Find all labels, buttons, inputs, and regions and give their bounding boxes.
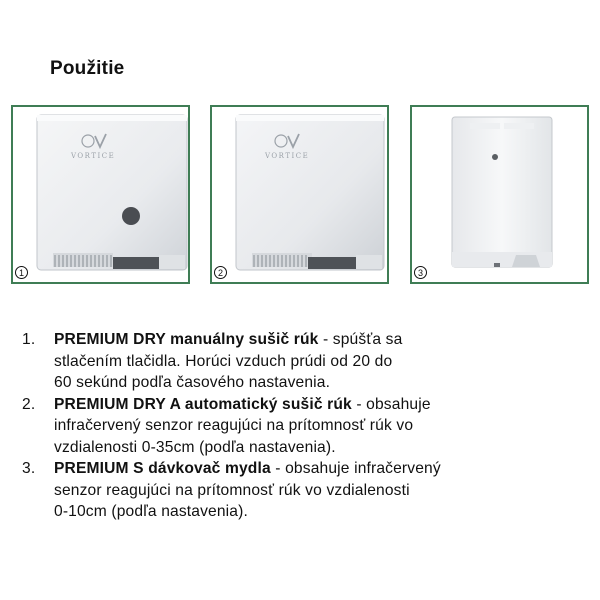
product-name: PREMIUM DRY A automatický sušič rúk xyxy=(54,395,352,413)
list-item-1 xyxy=(22,329,582,394)
product-desc-line-2: infračervený senzor reagujúci na prítomnosť rúk vo xyxy=(54,417,414,434)
brand-name: VORTICE xyxy=(265,152,310,160)
push-button-icon xyxy=(122,207,140,225)
product-list xyxy=(22,329,582,523)
product-image-frame-2 xyxy=(210,105,389,284)
product-desc-line-1: - spúšťa sa xyxy=(318,331,403,348)
air-vent-grille xyxy=(55,255,111,267)
list-number: 1. xyxy=(22,331,36,348)
list-item-3 xyxy=(22,458,582,523)
product-name: PREMIUM DRY manuálny sušič rúk xyxy=(54,331,319,348)
image-number-badge-3: 3 xyxy=(414,266,427,279)
air-outlet xyxy=(308,257,356,269)
soap-dispenser-image xyxy=(412,107,587,282)
list-item-2 xyxy=(22,394,582,459)
air-outlet xyxy=(113,257,159,269)
soap-nozzle xyxy=(494,263,500,267)
product-desc-line-3: vzdialenosti 0-35cm (podľa nastavenia). xyxy=(54,438,336,456)
product-desc-line-1: - obsahuje infračervený xyxy=(270,460,441,477)
image-number-badge-2: 2 xyxy=(214,266,227,279)
product-desc-line-1: - obsahuje xyxy=(351,395,431,413)
product-image-frame-1 xyxy=(11,105,190,284)
list-number: 3. xyxy=(22,460,36,477)
product-desc-line-2: senzor reagujúci na prítomnosť rúk vo vzdialenosti xyxy=(54,481,410,499)
hand-dryer-automatic-image xyxy=(212,107,387,282)
brand-name: VORTICE xyxy=(71,152,116,160)
product-image-frame-3 xyxy=(410,105,589,284)
product-name: PREMIUM S dávkovač mydla xyxy=(54,460,271,477)
image-number-badge-1: 1 xyxy=(15,266,28,279)
infrared-sensor-icon xyxy=(492,154,498,160)
page-title: Použitie xyxy=(50,58,125,79)
product-desc-line-3: 0-10cm (podľa nastavenia). xyxy=(54,503,248,520)
product-desc-line-3: 60 sekúnd podľa časového nastavenia. xyxy=(54,374,331,391)
product-desc-line-2: stlačením tlačidla. Horúci vzduch prúdi od 20 do xyxy=(54,352,393,370)
list-number: 2. xyxy=(22,395,36,413)
hand-dryer-manual-image xyxy=(13,107,188,282)
